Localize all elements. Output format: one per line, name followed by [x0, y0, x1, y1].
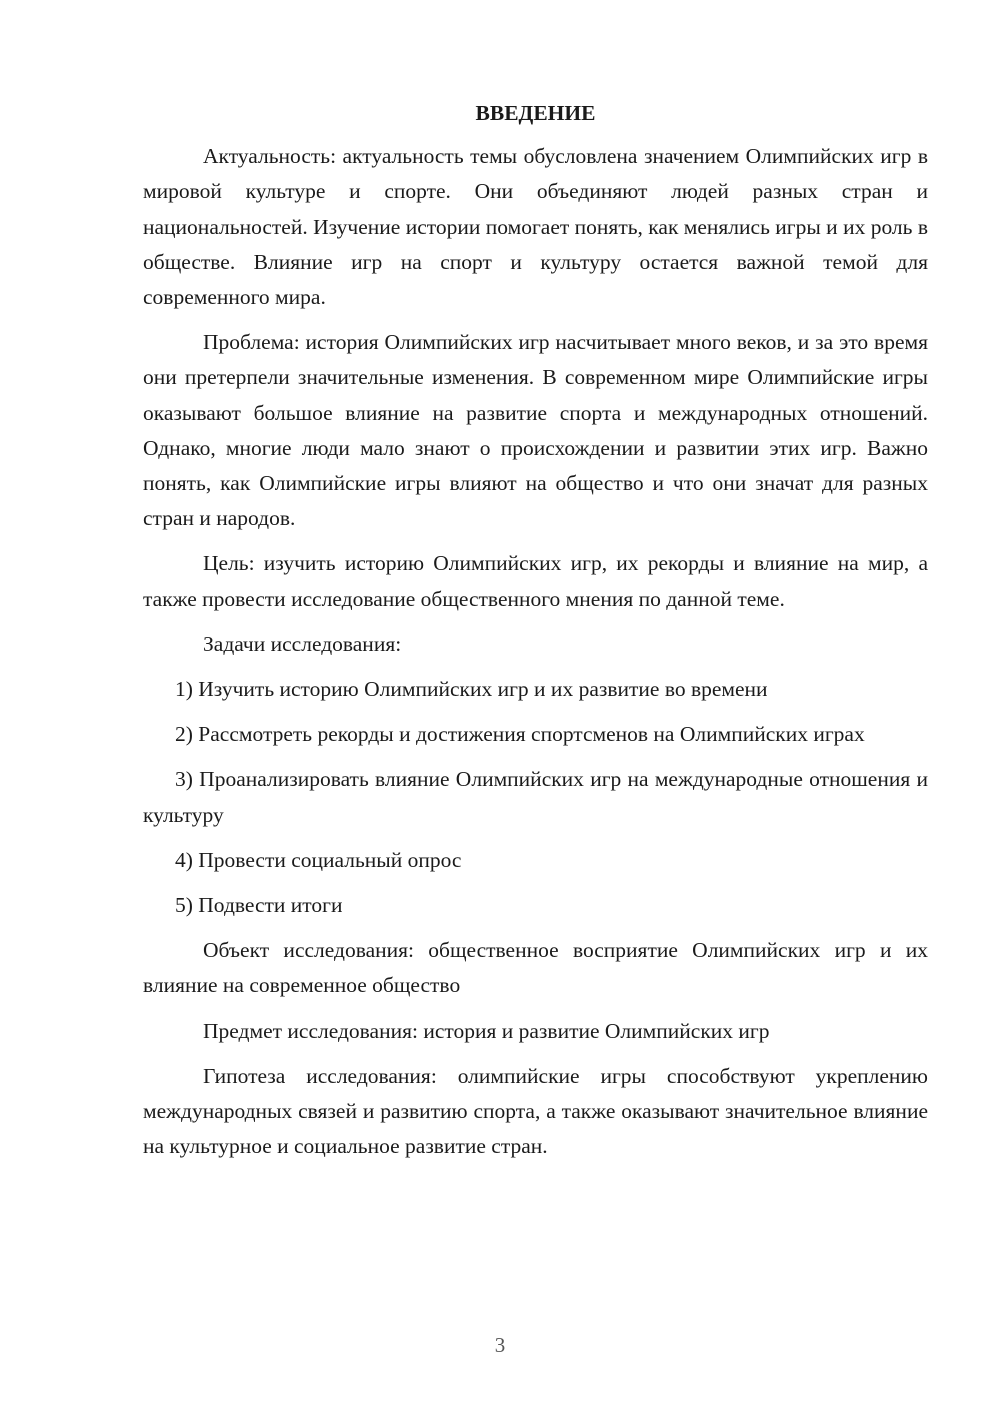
- page-number: 3: [494, 1333, 506, 1357]
- task-item-4: 4) Провести социальный опрос: [175, 847, 462, 872]
- object-paragraph: Объект исследования: общественное восприятие Олимпийских игр и их влияние на современное общество: [143, 938, 928, 998]
- task-item-1: 1) Изучить историю Олимпийских игр и их развитие во времени: [175, 677, 768, 702]
- hypothesis-paragraph: Гипотеза исследования: олимпийские игры способствуют укреплению международных связей и развитию спорта, а также оказывают значительное влияние на культурное и социальное развитие стран.: [143, 1063, 928, 1159]
- subject-paragraph: Предмет исследования: история и развитие Олимпийских игр: [203, 1018, 770, 1043]
- relevance-paragraph: Актуальность: актуальность темы обусловлена значением Олимпийских игр в мировой культуре и спорте. Они объединяют людей разных стран и национальностей. Изучение истории помогает понять, как менялись игры и их роль в обществе. Влияние игр на спорт и культуру остается важной темой для современного мира.: [143, 144, 928, 310]
- tasks-heading: Задачи исследования:: [203, 631, 402, 656]
- page-title: ВВЕДЕНИЕ: [475, 101, 596, 125]
- document-page: [143, 96, 928, 1174]
- task-item-3: 3) Проанализировать влияние Олимпийских игр на международные отношения и культуру: [143, 767, 928, 827]
- task-item-5: 5) Подвести итоги: [175, 893, 343, 918]
- problem-paragraph: Проблема: история Олимпийских игр насчитывает много веков, и за это время они претерпели значительные изменения. В современном мире Олимпийские игры оказывают большое влияние на развитие спорта и международных отношений. Однако, многие люди мало знают о происхождении и развитии этих игр. Важно понять, как Олимпийские игры влияют на общество и что они значат для разных стран и народов.: [143, 330, 928, 531]
- tasks-list: [143, 672, 928, 923]
- task-item-2: 2) Рассмотреть рекорды и достижения спортсменов на Олимпийских играх: [175, 722, 865, 747]
- goal-paragraph: Цель: изучить историю Олимпийских игр, их рекорды и влияние на мир, а также провести исследование общественного мнения по данной теме.: [143, 551, 928, 611]
